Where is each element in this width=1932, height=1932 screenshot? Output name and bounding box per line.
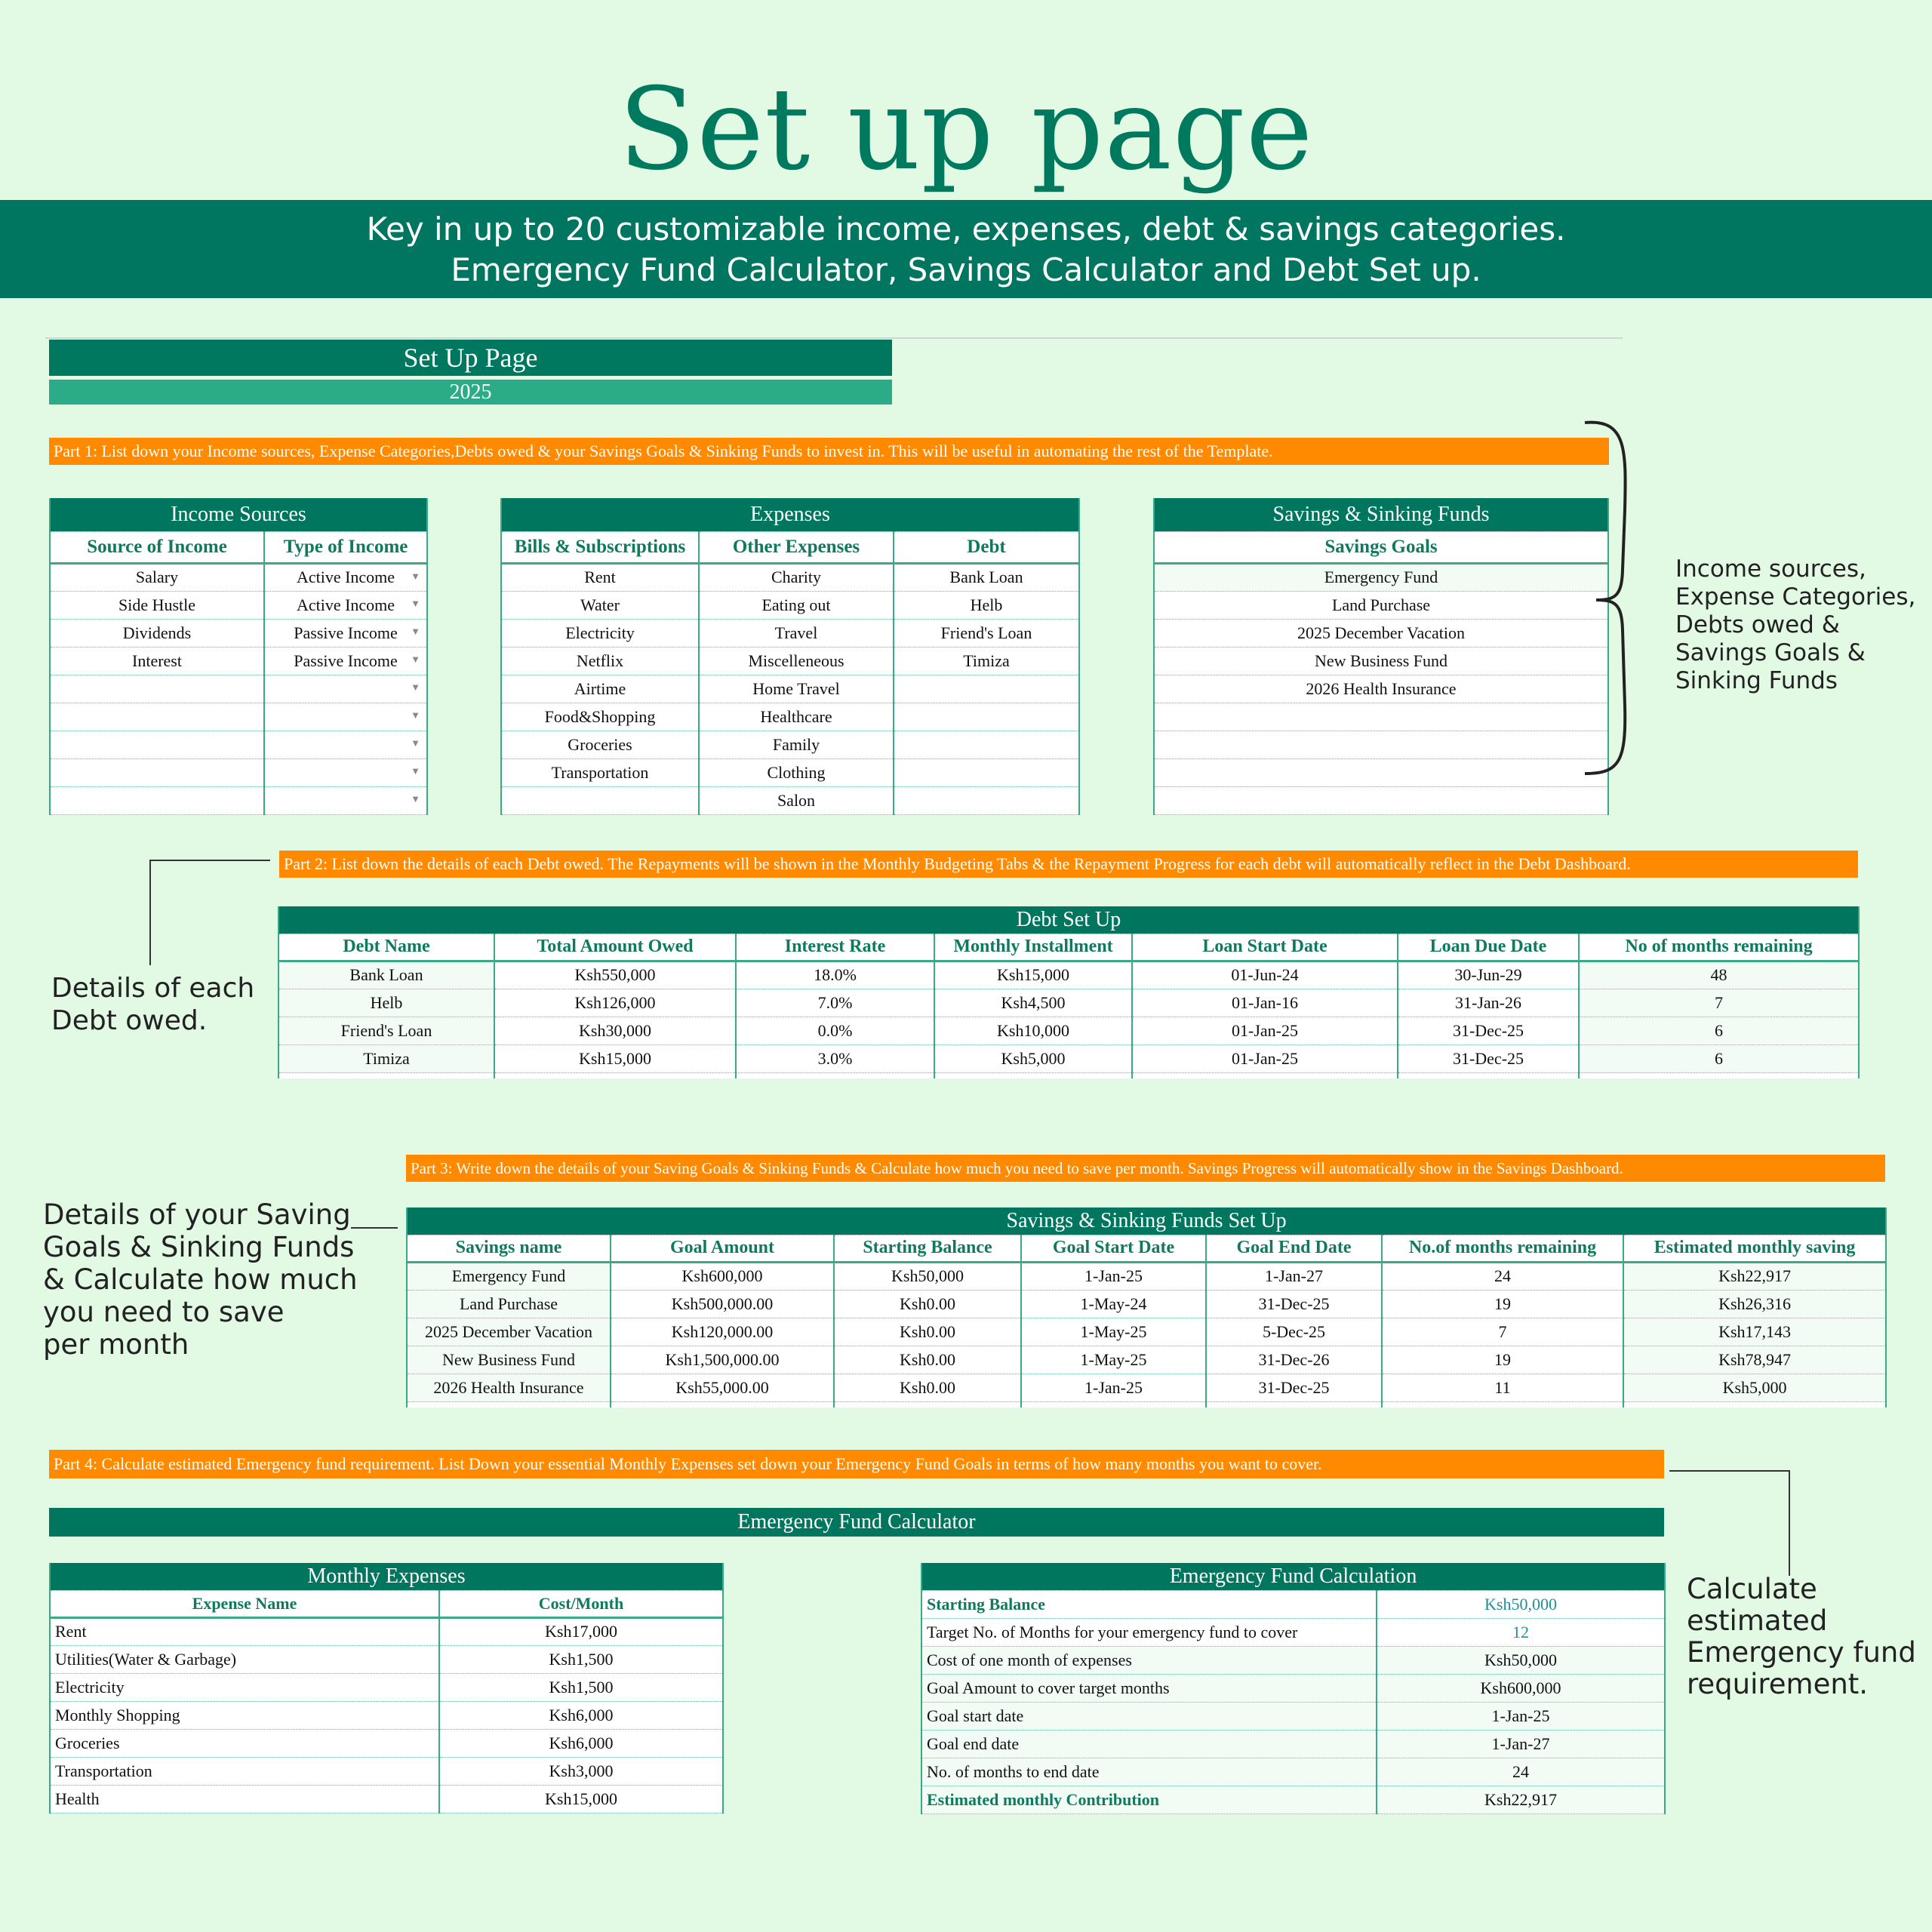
debt-cell[interactable] [894, 786, 1079, 814]
calculation-label: Goal start date [921, 1702, 1377, 1730]
monthly-expenses-table [49, 1563, 724, 1814]
debt-cell[interactable]: Ksh126,000 [494, 989, 736, 1017]
expense-row [501, 591, 1079, 619]
calculation-row [921, 1618, 1665, 1646]
savings-setup-row [407, 1374, 1886, 1401]
savings-setup-cell[interactable]: 31-Dec-25 [1206, 1374, 1382, 1401]
debt-cell[interactable]: 01-Jun-24 [1132, 961, 1398, 989]
part2-instruction: Part 2: List down the details of each Debt owed. The Repayments will be shown in the Monthly Budgeting Tabs & the Repayment Progress for each debt will automatically reflect in the Debt Dashboard. [279, 851, 1858, 878]
emergency-calculation-table [921, 1563, 1666, 1814]
expense-name-cell[interactable]: Health [50, 1785, 439, 1813]
savings-setup-cell[interactable]: Ksh600,000 [611, 1262, 834, 1290]
savings-goal-row [1154, 731, 1608, 758]
savings-setup-cell[interactable]: 19 [1382, 1290, 1623, 1318]
debt-cell[interactable] [1398, 1072, 1579, 1078]
savings-setup-cell[interactable] [611, 1401, 834, 1407]
debt-cell[interactable] [278, 1072, 494, 1078]
income-row [50, 731, 427, 758]
col-source-of-income: Source of Income [50, 531, 264, 563]
debt-cell[interactable] [494, 1072, 736, 1078]
savings-goal-row [1154, 563, 1608, 591]
savings-goal-cell[interactable] [1154, 758, 1608, 786]
expense-cost-cell[interactable]: Ksh1,500 [439, 1645, 723, 1673]
dropdown-arrow-icon[interactable]: ▼ [411, 597, 421, 609]
savings-goal-row [1154, 703, 1608, 731]
expense-row [501, 675, 1079, 703]
expense-cost-cell[interactable]: Ksh6,000 [439, 1729, 723, 1757]
bill-cell[interactable]: Food&Shopping [501, 703, 699, 731]
savings-setup-cell[interactable]: Land Purchase [407, 1290, 611, 1318]
calculation-value: Ksh22,917 [1377, 1786, 1665, 1814]
debt-row [278, 1044, 1859, 1072]
sheet-gridline [45, 337, 1623, 339]
savings-setup-row [407, 1346, 1886, 1374]
calculation-row [921, 1674, 1665, 1702]
savings-setup-cell[interactable] [834, 1401, 1021, 1407]
emergency-calculation-title: Emergency Fund Calculation [921, 1563, 1665, 1590]
expense-cost-cell[interactable]: Ksh15,000 [439, 1785, 723, 1813]
debt-table-title: Debt Set Up [278, 906, 1859, 934]
savings-setup-row [407, 1318, 1886, 1346]
dropdown-arrow-icon[interactable]: ▼ [411, 737, 421, 749]
income-row [50, 591, 427, 619]
calculation-row [921, 1758, 1665, 1786]
savings-setup-cell[interactable]: 31-Dec-26 [1206, 1346, 1382, 1374]
monthly-expense-row [50, 1645, 723, 1673]
debt-cell[interactable]: 48 [1579, 961, 1859, 989]
calculation-value[interactable]: 12 [1377, 1618, 1665, 1646]
debt-cell[interactable]: Helb [894, 591, 1079, 619]
other-expense-cell[interactable]: Eating out [699, 591, 894, 619]
debt-cell[interactable]: Friend's Loan [278, 1017, 494, 1044]
calculation-row [921, 1590, 1665, 1618]
expense-row [501, 731, 1079, 758]
income-type-dropdown[interactable] [264, 563, 427, 591]
expense-cost-cell[interactable]: Ksh3,000 [439, 1757, 723, 1785]
savings-setup-cell[interactable]: Ksh0.00 [834, 1290, 1021, 1318]
savings-setup-cell[interactable]: 1-Jan-27 [1206, 1262, 1382, 1290]
income-type-dropdown[interactable] [264, 647, 427, 675]
monthly-expense-row [50, 1757, 723, 1785]
income-type-value: Active Income [296, 595, 395, 614]
savings-setup-cell[interactable]: 2025 December Vacation [407, 1318, 611, 1346]
debt-col-header: Interest Rate [736, 934, 934, 961]
savings-setup-col-header: Goal Amount [611, 1235, 834, 1262]
debt-cell[interactable]: 6 [1579, 1044, 1859, 1072]
income-table-title: Income Sources [50, 498, 427, 531]
income-type-value: Passive Income [294, 651, 398, 670]
savings-goal-cell[interactable] [1154, 703, 1608, 731]
expense-cost-cell[interactable]: Ksh1,500 [439, 1673, 723, 1701]
debt-empty-row [278, 1072, 1859, 1078]
debt-cell[interactable] [894, 758, 1079, 786]
savings-setup-cell[interactable]: Emergency Fund [407, 1262, 611, 1290]
monthly-expense-row [50, 1729, 723, 1757]
debt-setup-table [278, 906, 1860, 1078]
expense-name-cell[interactable]: Transportation [50, 1757, 439, 1785]
income-source-cell[interactable]: Salary [50, 563, 264, 591]
other-expense-cell[interactable]: Travel [699, 619, 894, 647]
savings-goal-row [1154, 675, 1608, 703]
calculation-row [921, 1702, 1665, 1730]
banner-line-1: Key in up to 20 customizable income, expenses, debt & savings categories. [366, 211, 1566, 248]
income-row [50, 619, 427, 647]
debt-cell[interactable]: Ksh15,000 [934, 961, 1132, 989]
savings-setup-cell[interactable]: 5-Dec-25 [1206, 1318, 1382, 1346]
income-type-dropdown[interactable] [264, 675, 427, 703]
debt-col-header: Loan Due Date [1398, 934, 1579, 961]
col-cost-month: Cost/Month [439, 1590, 723, 1617]
col-savings-goals: Savings Goals [1154, 531, 1608, 563]
savings-setup-cell[interactable]: Ksh500,000.00 [611, 1290, 834, 1318]
calculation-label: Cost of one month of expenses [921, 1646, 1377, 1674]
connector-line [351, 1227, 398, 1229]
col-debt: Debt [894, 531, 1079, 563]
expense-name-cell[interactable]: Groceries [50, 1729, 439, 1757]
debt-cell[interactable]: Ksh550,000 [494, 961, 736, 989]
income-row [50, 703, 427, 731]
col-bills-subscriptions: Bills & Subscriptions [501, 531, 699, 563]
col-other-expenses: Other Expenses [699, 531, 894, 563]
savings-setup-cell[interactable]: 24 [1382, 1262, 1623, 1290]
debt-cell[interactable] [934, 1072, 1132, 1078]
monthly-expense-row [50, 1785, 723, 1813]
calculation-label: Goal end date [921, 1730, 1377, 1758]
part4-instruction: Part 4: Calculate estimated Emergency fund requirement. List Down your essential Monthly Expenses set down your Emergency Fund Goals in terms of how many months you want to cover. [49, 1450, 1664, 1478]
expense-row [501, 703, 1079, 731]
bill-cell[interactable]: Groceries [501, 731, 699, 758]
debt-cell[interactable]: Timiza [894, 647, 1079, 675]
calculation-value: 24 [1377, 1758, 1665, 1786]
part3-instruction: Part 3: Write down the details of your Saving Goals & Sinking Funds & Calculate how much you need to save per month. Savings Progress will automatically show in the Savings Dashboard. [406, 1155, 1885, 1182]
banner-line-2: Emergency Fund Calculator, Savings Calculator and Debt Set up. [451, 251, 1481, 288]
savings-setup-table [406, 1208, 1887, 1407]
savings-setup-cell[interactable] [1206, 1401, 1382, 1407]
other-expense-cell[interactable]: Charity [699, 563, 894, 591]
debt-cell[interactable]: 01-Jan-25 [1132, 1017, 1398, 1044]
expense-row [501, 619, 1079, 647]
debt-cell[interactable]: 30-Jun-29 [1398, 961, 1579, 989]
hero-banner [0, 200, 1932, 298]
debt-cell[interactable]: Friend's Loan [894, 619, 1079, 647]
connector-line [1789, 1470, 1790, 1576]
debt-cell[interactable]: Timiza [278, 1044, 494, 1072]
savings-goal-cell[interactable]: New Business Fund [1154, 647, 1608, 675]
savings-setup-cell[interactable] [407, 1401, 611, 1407]
part1-annotation: Income sources, Expense Categories, Debts owed & Savings Goals & Sinking Funds [1675, 555, 1916, 694]
savings-setup-cell[interactable]: Ksh0.00 [834, 1318, 1021, 1346]
debt-cell[interactable]: Ksh4,500 [934, 989, 1132, 1017]
calculation-row [921, 1786, 1665, 1814]
debt-cell[interactable]: 7.0% [736, 989, 934, 1017]
expense-name-cell[interactable]: Monthly Shopping [50, 1701, 439, 1729]
debt-cell[interactable]: Bank Loan [894, 563, 1079, 591]
savings-goal-row [1154, 786, 1608, 814]
savings-setup-cell[interactable]: Ksh17,143 [1623, 1318, 1886, 1346]
expense-row [501, 647, 1079, 675]
expense-name-cell[interactable]: Utilities(Water & Garbage) [50, 1645, 439, 1673]
savings-setup-cell[interactable]: 1-May-25 [1021, 1346, 1206, 1374]
savings-goal-row [1154, 647, 1608, 675]
savings-goal-row [1154, 758, 1608, 786]
savings-setup-cell[interactable] [1623, 1401, 1886, 1407]
monthly-expense-row [50, 1701, 723, 1729]
income-source-cell[interactable] [50, 731, 264, 758]
calculation-label: No. of months to end date [921, 1758, 1377, 1786]
income-type-dropdown[interactable] [264, 591, 427, 619]
debt-cell[interactable] [736, 1072, 934, 1078]
savings-setup-col-header: Goal Start Date [1021, 1235, 1206, 1262]
savings-setup-cell[interactable]: Ksh50,000 [834, 1262, 1021, 1290]
debt-cell[interactable]: 7 [1579, 989, 1859, 1017]
debt-cell[interactable]: 01-Jan-25 [1132, 1044, 1398, 1072]
savings-setup-cell[interactable]: 11 [1382, 1374, 1623, 1401]
debt-cell[interactable]: Ksh30,000 [494, 1017, 736, 1044]
expenses-table [500, 498, 1080, 815]
debt-row [278, 1017, 1859, 1044]
part1-instruction: Part 1: List down your Income sources, Expense Categories,Debts owed & your Savings Goals & Sinking Funds to invest in. This will be useful in automating the rest of the Template. [49, 438, 1609, 465]
income-row [50, 758, 427, 786]
income-type-value: Passive Income [294, 623, 398, 642]
income-type-dropdown[interactable] [264, 786, 427, 814]
expense-name-cell[interactable]: Electricity [50, 1673, 439, 1701]
debt-cell[interactable]: 3.0% [736, 1044, 934, 1072]
savings-setup-cell[interactable]: 1-May-24 [1021, 1290, 1206, 1318]
page-hero-title: Set up page [618, 64, 1314, 195]
dropdown-arrow-icon[interactable]: ▼ [411, 764, 421, 777]
savings-setup-cell[interactable]: Ksh0.00 [834, 1346, 1021, 1374]
dropdown-arrow-icon[interactable]: ▼ [411, 792, 421, 804]
savings-goal-row [1154, 591, 1608, 619]
other-expense-cell[interactable]: Salon [699, 786, 894, 814]
debt-cell[interactable]: Bank Loan [278, 961, 494, 989]
income-source-cell[interactable] [50, 786, 264, 814]
debt-cell[interactable]: Ksh15,000 [494, 1044, 736, 1072]
debt-cell[interactable]: 31-Dec-25 [1398, 1044, 1579, 1072]
savings-goal-cell[interactable]: 2026 Health Insurance [1154, 675, 1608, 703]
dropdown-arrow-icon[interactable]: ▼ [411, 681, 421, 693]
monthly-expense-row [50, 1673, 723, 1701]
income-type-dropdown[interactable] [264, 619, 427, 647]
part3-annotation: Details of your Saving Goals & Sinking Funds & Calculate how much you need to save per month [43, 1198, 358, 1361]
savings-setup-cell[interactable]: New Business Fund [407, 1346, 611, 1374]
savings-setup-cell[interactable]: Ksh1,500,000.00 [611, 1346, 834, 1374]
income-source-cell[interactable]: Dividends [50, 619, 264, 647]
part2-annotation: Details of each Debt owed. [51, 973, 255, 1036]
debt-cell[interactable]: 6 [1579, 1017, 1859, 1044]
savings-setup-empty-row [407, 1401, 1886, 1407]
debt-cell[interactable]: 0.0% [736, 1017, 934, 1044]
debt-cell[interactable] [894, 675, 1079, 703]
income-row [50, 786, 427, 814]
debt-cell[interactable]: 01-Jan-16 [1132, 989, 1398, 1017]
sheet-title: Set Up Page [49, 340, 892, 376]
savings-setup-row [407, 1290, 1886, 1318]
monthly-expenses-title: Monthly Expenses [50, 1563, 723, 1590]
expense-row [501, 786, 1079, 814]
income-sources-table [49, 498, 428, 815]
income-source-cell[interactable] [50, 703, 264, 731]
bill-cell[interactable]: Water [501, 591, 699, 619]
calculation-value: Ksh600,000 [1377, 1674, 1665, 1702]
income-row [50, 647, 427, 675]
expense-row [501, 758, 1079, 786]
connector-line [149, 860, 151, 965]
debt-cell[interactable] [1132, 1072, 1398, 1078]
calculation-value: Ksh50,000 [1377, 1646, 1665, 1674]
income-source-cell[interactable]: Interest [50, 647, 264, 675]
savings-setup-col-header: Savings name [407, 1235, 611, 1262]
debt-cell[interactable]: Helb [278, 989, 494, 1017]
debt-col-header: Total Amount Owed [494, 934, 736, 961]
savings-goal-cell[interactable]: Land Purchase [1154, 591, 1608, 619]
debt-col-header: No of months remaining [1579, 934, 1859, 961]
income-source-cell[interactable] [50, 675, 264, 703]
savings-setup-cell[interactable]: 19 [1382, 1346, 1623, 1374]
other-expense-cell[interactable]: Healthcare [699, 703, 894, 731]
calculation-label: Estimated monthly Contribution [921, 1786, 1377, 1814]
debt-row [278, 961, 1859, 989]
dropdown-arrow-icon[interactable]: ▼ [411, 653, 421, 665]
income-source-cell[interactable]: Side Hustle [50, 591, 264, 619]
other-expense-cell[interactable]: Family [699, 731, 894, 758]
expense-cost-cell[interactable]: Ksh17,000 [439, 1617, 723, 1645]
savings-setup-title: Savings & Sinking Funds Set Up [407, 1208, 1886, 1235]
col-type-of-income: Type of Income [264, 531, 427, 563]
other-expense-cell[interactable]: Miscelleneous [699, 647, 894, 675]
debt-cell[interactable]: Ksh5,000 [934, 1044, 1132, 1072]
calculation-row [921, 1730, 1665, 1758]
income-row [50, 563, 427, 591]
savings-setup-cell[interactable]: Ksh78,947 [1623, 1346, 1886, 1374]
bill-cell[interactable]: Electricity [501, 619, 699, 647]
savings-setup-cell[interactable]: Ksh55,000.00 [611, 1374, 834, 1401]
expense-name-cell[interactable]: Rent [50, 1617, 439, 1645]
savings-setup-cell[interactable]: Ksh5,000 [1623, 1374, 1886, 1401]
calculation-label: Starting Balance [921, 1590, 1377, 1618]
dropdown-arrow-icon[interactable]: ▼ [411, 625, 421, 637]
savings-setup-cell[interactable]: 31-Dec-25 [1206, 1290, 1382, 1318]
savings-goal-row [1154, 619, 1608, 647]
savings-setup-cell[interactable]: Ksh26,316 [1623, 1290, 1886, 1318]
sheet-year[interactable]: 2025 [49, 380, 892, 405]
savings-goal-cell[interactable] [1154, 731, 1608, 758]
savings-setup-cell[interactable] [1382, 1401, 1623, 1407]
income-type-dropdown[interactable] [264, 731, 427, 758]
expense-cost-cell[interactable]: Ksh6,000 [439, 1701, 723, 1729]
dropdown-arrow-icon[interactable]: ▼ [411, 709, 421, 721]
calculation-label: Goal Amount to cover target months [921, 1674, 1377, 1702]
calculation-row [921, 1646, 1665, 1674]
connector-line [149, 860, 270, 861]
income-type-value: Active Income [296, 568, 395, 586]
savings-setup-cell[interactable]: 1-May-25 [1021, 1318, 1206, 1346]
bill-cell[interactable]: Transportation [501, 758, 699, 786]
debt-cell[interactable] [894, 703, 1079, 731]
income-type-dropdown[interactable] [264, 758, 427, 786]
savings-setup-cell[interactable]: 2026 Health Insurance [407, 1374, 611, 1401]
debt-row [278, 989, 1859, 1017]
col-expense-name: Expense Name [50, 1590, 439, 1617]
curly-brace-icon [1581, 419, 1649, 781]
debt-cell[interactable]: 31-Jan-26 [1398, 989, 1579, 1017]
bill-cell[interactable]: Airtime [501, 675, 699, 703]
expenses-table-title: Expenses [501, 498, 1079, 531]
bill-cell[interactable]: Netflix [501, 647, 699, 675]
savings-table-title: Savings & Sinking Funds [1154, 498, 1608, 531]
savings-setup-cell[interactable]: Ksh22,917 [1623, 1262, 1886, 1290]
debt-cell[interactable] [894, 731, 1079, 758]
calculation-value: 1-Jan-25 [1377, 1702, 1665, 1730]
debt-cell[interactable] [1579, 1072, 1859, 1078]
savings-setup-cell[interactable]: 7 [1382, 1318, 1623, 1346]
income-row [50, 675, 427, 703]
savings-setup-cell[interactable]: Ksh120,000.00 [611, 1318, 834, 1346]
income-source-cell[interactable] [50, 758, 264, 786]
savings-setup-cell[interactable]: 1-Jan-25 [1021, 1374, 1206, 1401]
expense-row [501, 563, 1079, 591]
debt-cell[interactable]: 18.0% [736, 961, 934, 989]
other-expense-cell[interactable]: Home Travel [699, 675, 894, 703]
savings-setup-col-header: Estimated monthly saving [1623, 1235, 1886, 1262]
emergency-calculator-title: Emergency Fund Calculator [49, 1508, 1664, 1537]
income-type-dropdown[interactable] [264, 703, 427, 731]
part4-annotation: Calculate estimated Emergency fund requirement. [1687, 1573, 1916, 1700]
calculation-value[interactable]: Ksh50,000 [1377, 1590, 1665, 1618]
savings-setup-cell[interactable]: 1-Jan-25 [1021, 1262, 1206, 1290]
savings-setup-col-header: No.of months remaining [1382, 1235, 1623, 1262]
calculation-label: Target No. of Months for your emergency fund to cover [921, 1618, 1377, 1646]
dropdown-arrow-icon[interactable]: ▼ [411, 570, 421, 582]
savings-goal-cell[interactable] [1154, 786, 1608, 814]
savings-goal-cell[interactable]: Emergency Fund [1154, 563, 1608, 591]
calculation-value: 1-Jan-27 [1377, 1730, 1665, 1758]
savings-setup-col-header: Goal End Date [1206, 1235, 1382, 1262]
savings-setup-cell[interactable]: Ksh0.00 [834, 1374, 1021, 1401]
debt-cell[interactable]: 31-Dec-25 [1398, 1017, 1579, 1044]
savings-setup-col-header: Starting Balance [834, 1235, 1021, 1262]
debt-col-header: Monthly Installment [934, 934, 1132, 961]
savings-setup-cell[interactable] [1021, 1401, 1206, 1407]
bill-cell[interactable] [501, 786, 699, 814]
savings-goals-table [1153, 498, 1609, 815]
savings-goal-cell[interactable]: 2025 December Vacation [1154, 619, 1608, 647]
other-expense-cell[interactable]: Clothing [699, 758, 894, 786]
bill-cell[interactable]: Rent [501, 563, 699, 591]
connector-line [1669, 1470, 1790, 1472]
debt-col-header: Debt Name [278, 934, 494, 961]
monthly-expense-row [50, 1617, 723, 1645]
debt-col-header: Loan Start Date [1132, 934, 1398, 961]
savings-setup-row [407, 1262, 1886, 1290]
debt-cell[interactable]: Ksh10,000 [934, 1017, 1132, 1044]
